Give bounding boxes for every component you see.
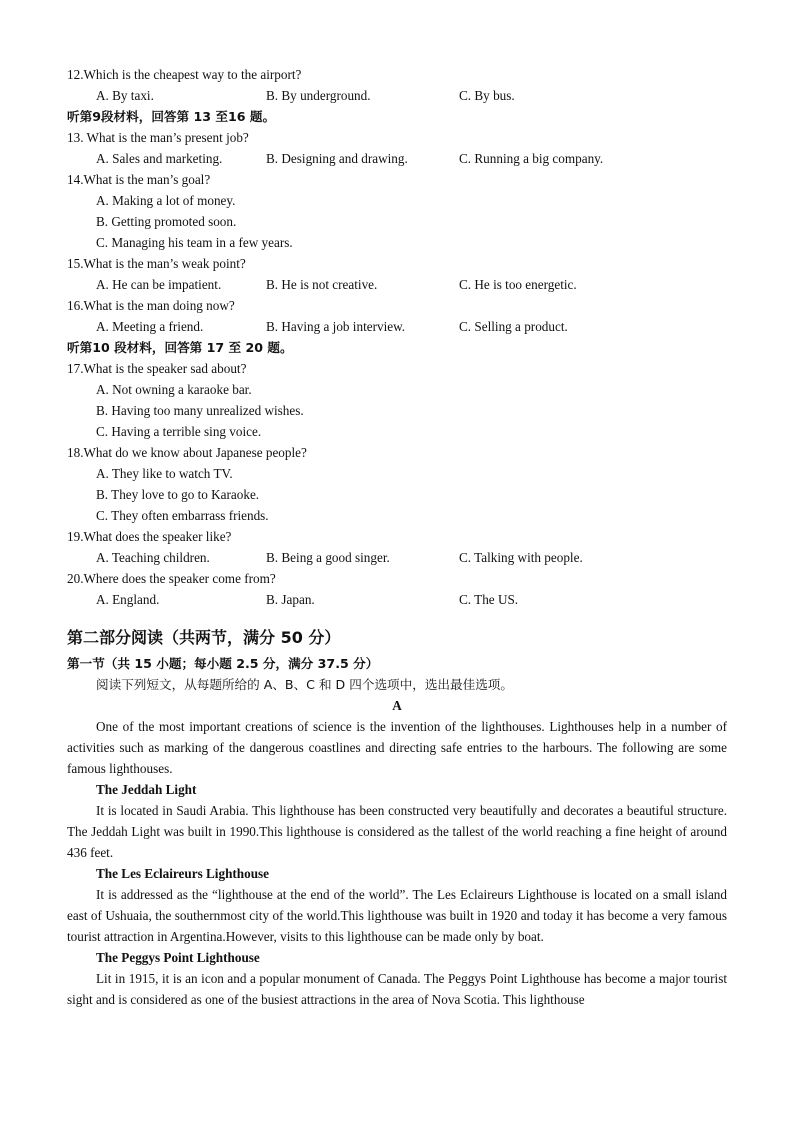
option-b: B. They love to go to Karaoke. (96, 487, 260, 502)
option-a: A. Meeting a friend. (96, 319, 204, 334)
question-16-options (67, 316, 727, 337)
option-c: C. Having a terrible sing voice. (96, 424, 262, 439)
question-16-stem: 16.What is the man doing now? (67, 298, 235, 313)
question-20-stem: 20.Where does the speaker come from? (67, 571, 276, 586)
lighthouse-paragraph-1: It is located in Saudi Arabia. This lighthouse has been constructed very beautifully and decorates a beautiful structure. The Jeddah Light was built in 1990.This lighthouse is considered as the tallest of the world reaching a fine height of around 436 feet. (67, 803, 727, 860)
option-a: A. Making a lot of money. (96, 193, 236, 208)
option-a: A. By taxi. (96, 88, 154, 103)
option-b: B. By underground. (266, 88, 371, 103)
section-title: 第一节（共 15 小题；每小题 2.5 分，满分 37.5 分） (67, 656, 379, 671)
option-b: B. Having a job interview. (266, 319, 406, 334)
instruction-text: 阅读下列短文，从每题所给的 A、B、C 和 D 四个选项中，选出最佳选项。 (96, 677, 513, 692)
question-20-options (67, 589, 727, 610)
question-15-stem: 15.What is the man’s weak point? (67, 256, 246, 271)
question-15-options (67, 274, 727, 295)
option-a: A. England. (96, 592, 160, 607)
option-c: C. They often embarrass friends. (96, 508, 269, 523)
option-a: A. They like to watch TV. (96, 466, 233, 481)
option-a: A. Sales and marketing. (96, 151, 223, 166)
option-b: B. Being a good singer. (266, 550, 390, 565)
question-18-stem: 18.What do we know about Japanese people? (67, 445, 307, 460)
option-c: C. He is too energetic. (459, 277, 577, 292)
question-17-stem: 17.What is the speaker sad about? (67, 361, 247, 376)
option-a: A. He can be impatient. (96, 277, 222, 292)
question-13-stem: 13. What is the man’s present job? (67, 130, 249, 145)
passage-intro: One of the most important creations of science is the invention of the lighthouses. Lighthouses help in a number of activities such as marking of the dangerous coastlines and directing safe entries to the harbours. The following are some famous lighthouses. (67, 719, 727, 776)
exam-page (67, 64, 727, 1010)
option-b: B. Designing and drawing. (266, 151, 408, 166)
question-19-options (67, 547, 727, 568)
section-10-heading: 听第10 段材料，回答第 17 至 20 题。 (67, 340, 293, 355)
option-c: C. Talking with people. (459, 550, 583, 565)
question-14-stem: 14.What is the man’s goal? (67, 172, 211, 187)
lighthouse-heading-2: The Les Eclaireurs Lighthouse (96, 866, 270, 881)
lighthouse-paragraph-2: It is addressed as the “lighthouse at the end of the world”. The Les Eclaireurs Lighthouse is located on a small island east of Ushuaia, the southernmost city of the world.This lighthouse was built in 1920 and today it has become a very famous tourist attraction in Argentina.However, visits to this lighthouse can be made only by boat. (67, 887, 727, 944)
option-c: C. By bus. (459, 88, 515, 103)
question-12-options (67, 85, 727, 106)
question-13-options (67, 148, 727, 169)
question-19-stem: 19.What does the speaker like? (67, 529, 232, 544)
option-b: B. Getting promoted soon. (96, 214, 237, 229)
option-c: C. Selling a product. (459, 319, 568, 334)
option-b: B. Having too many unrealized wishes. (96, 403, 304, 418)
option-b: B. He is not creative. (266, 277, 378, 292)
option-a: A. Not owning a karaoke bar. (96, 382, 252, 397)
option-c: C. Managing his team in a few years. (96, 235, 293, 250)
question-12-stem: 12.Which is the cheapest way to the airport? (67, 67, 302, 82)
option-a: A. Teaching children. (96, 550, 210, 565)
option-c: C. Running a big company. (459, 151, 604, 166)
lighthouse-heading-1: The Jeddah Light (96, 782, 197, 797)
option-b: B. Japan. (266, 592, 315, 607)
section-9-heading: 听第9段材料，回答第 13 至16 题。 (67, 109, 276, 124)
passage-label: A (392, 698, 402, 713)
option-c: C. The US. (459, 592, 519, 607)
lighthouse-paragraph-3: Lit in 1915, it is an icon and a popular monument of Canada. The Peggys Point Lighthouse has become a major tourist sight and is considered as one of the busiest attractions in the area of Nova Scotia. This lighthouse (67, 971, 727, 1007)
part-title: 第二部分阅读（共两节，满分 50 分） (67, 628, 341, 647)
lighthouse-heading-3: The Peggys Point Lighthouse (96, 950, 260, 965)
